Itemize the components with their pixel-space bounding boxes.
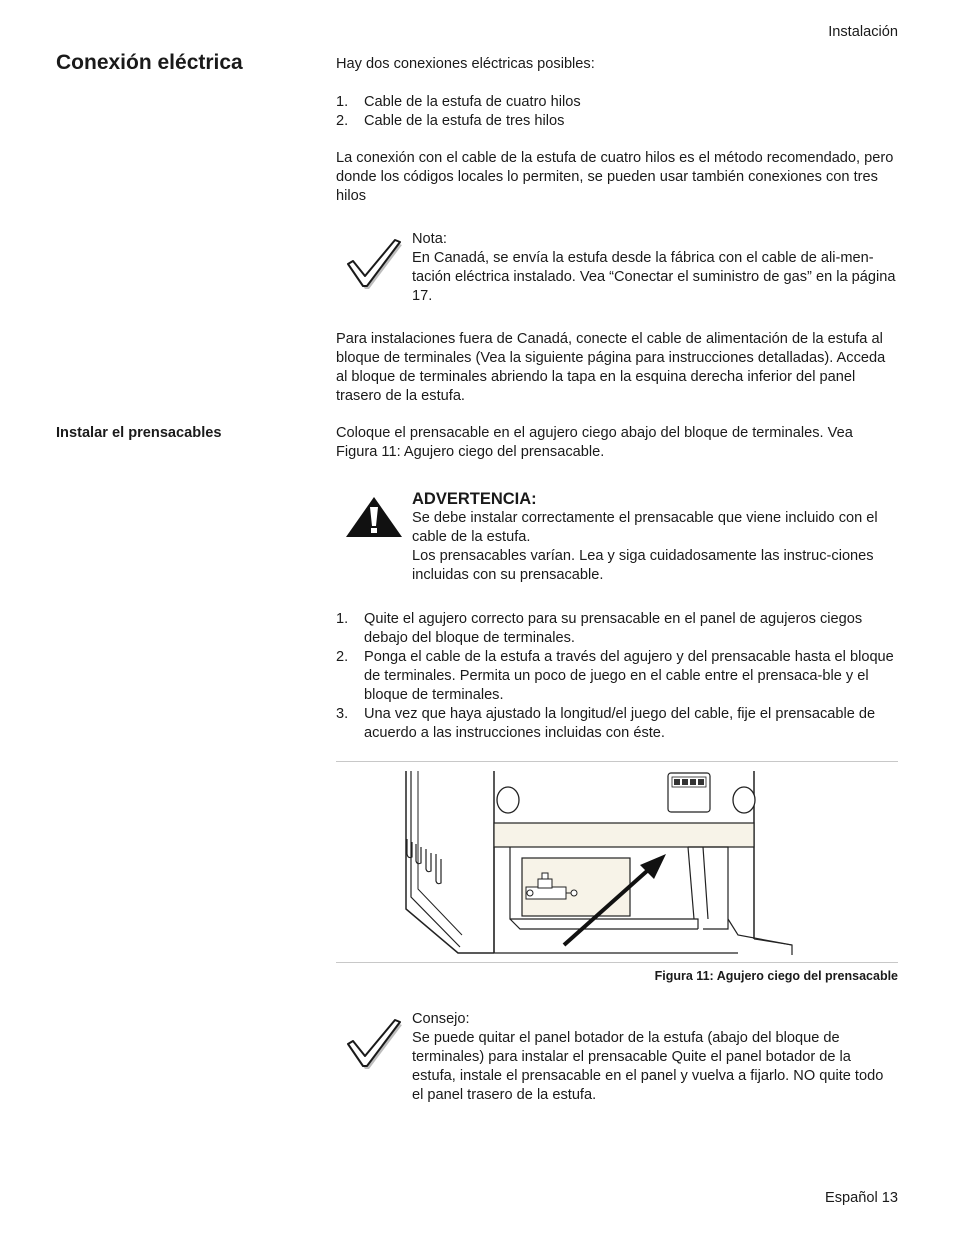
list-item: 2. Cable de la estufa de tres hilos [336,113,565,129]
figure-top-rule [336,761,898,762]
checkmark-icon [344,234,404,290]
list-item: 1. Cable de la estufa de cuatro hilos [336,94,581,110]
figure-bottom-rule [336,962,898,963]
tip-box [412,1010,898,1105]
list-item: 3. Una vez que haya ajustado la longitud/el juego del cable, fije el prensacable de acuerdo a las instrucciones incluidas con éste. [336,706,876,741]
warning-triangle-icon [345,496,403,538]
section-title-electrical: Conexión eléctrica [56,51,243,74]
installation-steps-list [336,610,898,743]
warning-text-2: Los prensacables varían. Lea y siga cuidadosamente las instruc-ciones incluidas con su prensacable. [412,548,874,583]
outside-canada-paragraph: Para instalaciones fuera de Canadá, conecte el cable de alimentación de la estufa al bloque de terminales (Vea la siguiente página para instrucciones detalladas). Acceda al bloque de terminales abriendo la tapa en la esquina derecha inferior del panel trasero de la estufa. [336,331,886,404]
tip-label: Consejo: [412,1011,470,1027]
figure-caption: Figura 11: Agujero ciego del prensacable [654,969,898,983]
warning-text-1: Se debe instalar correctamente el prensacable que viene incluido con el cable de la estufa. [412,510,878,545]
intro-paragraph: Hay dos conexiones eléctricas posibles: [336,56,595,72]
recommendation-paragraph: La conexión con el cable de la estufa de cuatro hilos es el método recomendado, pero donde los códigos locales lo permiten, se pueden usar también conexiones con tres hilos [336,150,894,204]
connection-options-list [336,93,898,131]
page-number: Español 13 [824,1190,898,1206]
range-back-panel-illustration [398,769,798,955]
checkmark-icon [344,1014,404,1070]
warning-title: ADVERTENCIA: [412,490,537,508]
strain-relief-intro: Coloque el prensacable en el agujero ciego abajo del bloque de terminales. Vea Figura 11: Agujero ciego del prensacable. [336,425,853,460]
note-label: Nota: [412,231,447,247]
note-box [412,230,898,306]
section-title-strain-relief: Instalar el prensacables [56,425,222,441]
list-item: 1. Quite el agujero correcto para su prensacable en el panel de agujeros ciegos debajo del bloque de terminales. [336,611,863,646]
running-header: Instalación [828,24,898,40]
warning-box [412,489,898,585]
note-text: En Canadá, se envía la estufa desde la fábrica con el cable de ali-men-tación eléctrica instalado. Vea “Conectar el suministro de gas” en la página 17. [412,250,896,304]
list-item: 2. Ponga el cable de la estufa a través del agujero y del prensacable hasta el bloque de terminales. Permita un poco de juego en el cable entre el prensaca-ble y el bloque de terminales. [336,649,894,703]
tip-text: Se puede quitar el panel botador de la estufa (abajo del bloque de terminales) para instalar el prensacable Quite el panel botador de la estufa, instale el prensacable en el panel y vuelva a fijarlo. NO quite todo el panel trasero de la estufa. [412,1030,884,1103]
